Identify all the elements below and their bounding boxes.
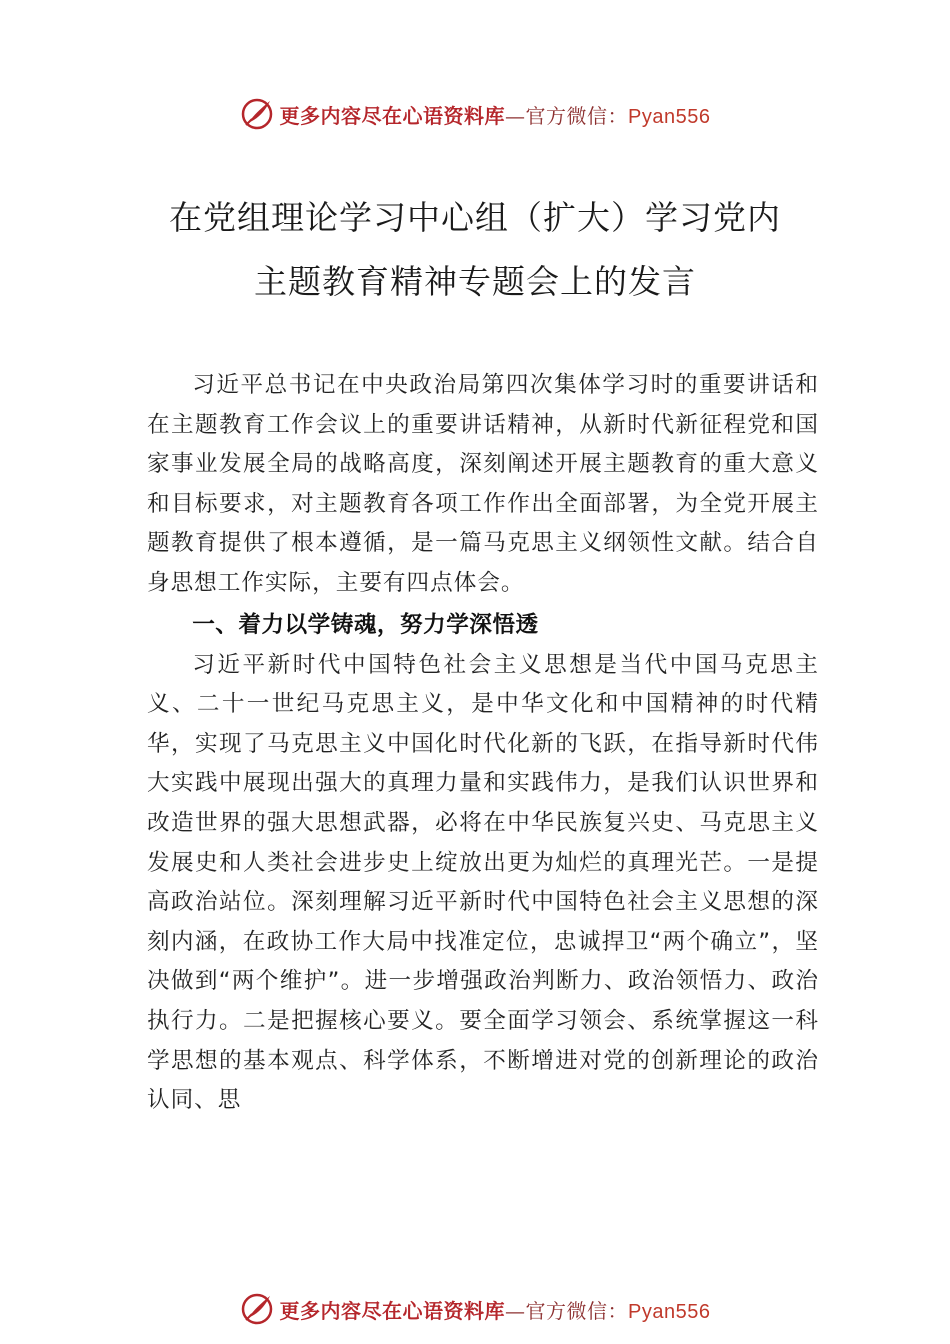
header-watermark-banner <box>0 94 950 134</box>
banner-account-text: Pyan556 <box>628 105 711 128</box>
banner-sub-text: —官方微信： <box>505 103 629 128</box>
banner-sub-text: —官方微信： <box>505 1298 629 1323</box>
quill-logo-icon <box>240 1292 274 1326</box>
document-title-line1: 在党组理论学习中心组（扩大）学习党内 <box>169 198 781 237</box>
intro-paragraph: 习近平总书记在中央政治局第四次集体学习时的重要讲话和在主题教育工作会议上的重要讲话精神，从新时代新征程党和国家事业发展全局的战略高度，深刻阐述开展主题教育的重大意义和目标要求，对主题教育各项工作作出全面部署，为全党开展主题教育提供了根本遵循，是一篇马克思主义纲领性文献。结合自身思想工作实际，主要有四点体会。 <box>147 372 819 596</box>
section-paragraph: 习近平新时代中国特色社会主义思想是当代中国马克思主义、二十一世纪马克思主义，是中华文化和中国精神的时代精华，实现了马克思主义中国化时代化新的飞跃，在指导新时代伟大实践中展现出强大的真理力量和实践伟力，是我们认识世界和改造世界的强大思想武器，必将在中华民族复兴史、马克思主义发展史和人类社会进步史上绽放出更为灿烂的真理光芒。一是提高政治站位。深刻理解习近平新时代中国特色社会主义思想的深刻内涵，在政协工作大局中找准定位，忠诚捍卫“两个确立”，坚决做到“两个维护”。进一步增强政治判断力、政治领悟力、政治执行力。二是把握核心要义。要全面学习领会、系统掌握这一科学思想的基本观点、科学体系，不断增进对党的创新理论的政治认同、思 <box>147 651 819 1114</box>
footer-watermark-banner <box>0 1289 950 1329</box>
banner-main-text: 更多内容尽在心语资料库 <box>279 1298 506 1323</box>
banner-account-text: Pyan556 <box>628 1300 711 1323</box>
banner-main-text: 更多内容尽在心语资料库 <box>279 103 506 128</box>
document-title-line2: 主题教育精神专题会上的发言 <box>254 262 696 301</box>
quill-logo-icon <box>240 97 274 131</box>
section-heading: 一、着力以学铸魂，努力学深悟透 <box>192 611 539 638</box>
document-body <box>147 366 819 1121</box>
